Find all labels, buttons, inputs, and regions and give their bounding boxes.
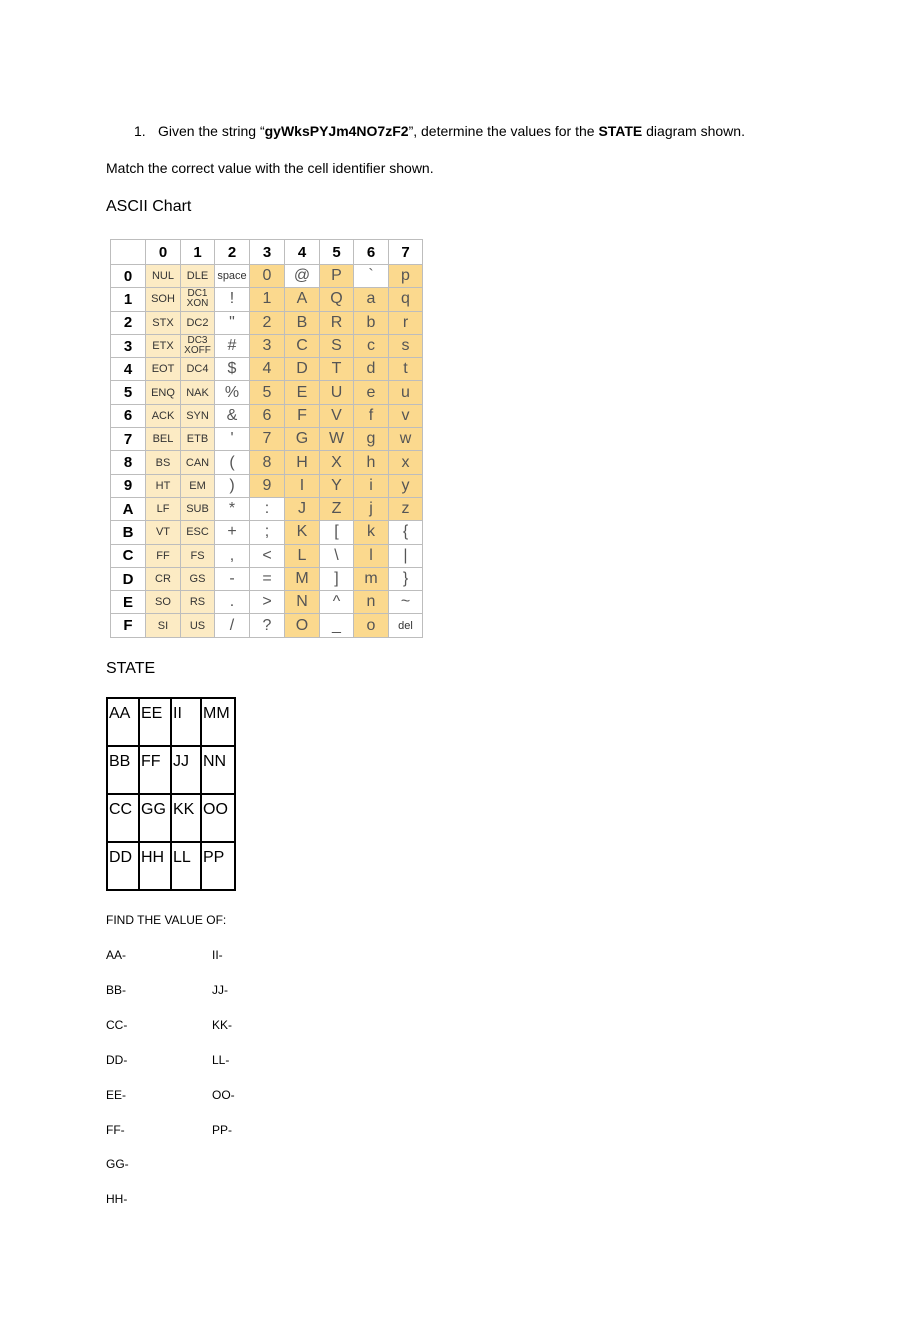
ascii-row: [111, 428, 423, 451]
question-text: [134, 123, 745, 139]
ascii-cell: DC4: [181, 358, 215, 381]
ascii-cell: US: [181, 614, 215, 637]
state-cell: NN: [201, 746, 235, 794]
answer-label: EE-: [106, 1087, 127, 1102]
ascii-cell: y: [389, 474, 423, 497]
ascii-cell: 7: [250, 428, 285, 451]
ascii-cell: ESC: [181, 521, 215, 544]
ascii-cell: *: [215, 497, 250, 520]
ascii-cell: SYN: [181, 404, 215, 427]
ascii-row: [111, 521, 423, 544]
ascii-cell: FF: [146, 544, 181, 567]
ascii-row: [111, 265, 423, 288]
ascii-row-header: B: [111, 521, 146, 544]
ascii-cell: @: [285, 265, 320, 288]
answer-label: JJ-: [212, 982, 228, 997]
ascii-cell: J: [285, 497, 320, 520]
ascii-cell: SI: [146, 614, 181, 637]
ascii-cell: ETB: [181, 428, 215, 451]
ascii-row: [111, 288, 423, 311]
ascii-cell: DC2: [181, 311, 215, 334]
state-cell: HH: [139, 842, 171, 890]
ascii-cell: Q: [320, 288, 354, 311]
ascii-row-header: 2: [111, 311, 146, 334]
ascii-row-header: 5: [111, 381, 146, 404]
ascii-row: [111, 567, 423, 590]
ascii-cell: SUB: [181, 497, 215, 520]
ascii-cell: T: [320, 358, 354, 381]
answer-label: DD-: [106, 1052, 128, 1067]
ascii-cell: q: [389, 288, 423, 311]
ascii-row-header: F: [111, 614, 146, 637]
ascii-col-header: 1: [181, 240, 215, 265]
ascii-row-header: D: [111, 567, 146, 590]
state-cell: II: [171, 698, 201, 746]
ascii-cell: `: [354, 265, 389, 288]
answer-label: GG-: [106, 1157, 129, 1172]
ascii-cell: u: [389, 381, 423, 404]
ascii-cell: e: [354, 381, 389, 404]
ascii-cell: ?: [250, 614, 285, 637]
ascii-cell: 6: [250, 404, 285, 427]
ascii-cell: W: [320, 428, 354, 451]
ascii-cell: {: [389, 521, 423, 544]
question-prefix: Given the string “: [158, 123, 265, 139]
question-string: gyWksPYJm4NO7zF2: [264, 123, 409, 139]
ascii-row: [111, 381, 423, 404]
ascii-cell: 9: [250, 474, 285, 497]
ascii-cell: 8: [250, 451, 285, 474]
ascii-cell: FS: [181, 544, 215, 567]
state-cell: DD: [107, 842, 139, 890]
state-cell: KK: [171, 794, 201, 842]
ascii-col-header: 5: [320, 240, 354, 265]
ascii-row: [111, 451, 423, 474]
state-cell: FF: [139, 746, 171, 794]
answer-label: BB-: [106, 982, 127, 997]
ascii-cell: ETX: [146, 334, 181, 357]
state-cell: EE: [139, 698, 171, 746]
ascii-row: [111, 358, 423, 381]
ascii-row: [111, 474, 423, 497]
ascii-cell: EM: [181, 474, 215, 497]
ascii-cell: g: [354, 428, 389, 451]
ascii-cell: $: [215, 358, 250, 381]
ascii-cell: G: [285, 428, 320, 451]
ascii-cell: CAN: [181, 451, 215, 474]
ascii-cell: i: [354, 474, 389, 497]
question-middle: ”, determine the values for the: [408, 123, 599, 139]
ascii-cell: w: [389, 428, 423, 451]
ascii-cell: R: [320, 311, 354, 334]
ascii-cell: k: [354, 521, 389, 544]
ascii-cell: STX: [146, 311, 181, 334]
ascii-cell: U: [320, 381, 354, 404]
ascii-cell: a: [354, 288, 389, 311]
ascii-cell: ACK: [146, 404, 181, 427]
ascii-cell: GS: [181, 567, 215, 590]
ascii-row-header: C: [111, 544, 146, 567]
ascii-cell: RS: [181, 591, 215, 614]
answer-label: KK-: [212, 1017, 233, 1032]
ascii-cell: ENQ: [146, 381, 181, 404]
ascii-cell: 0: [250, 265, 285, 288]
ascii-cell: #: [215, 334, 250, 357]
ascii-row-header: 3: [111, 334, 146, 357]
ascii-cell: %: [215, 381, 250, 404]
ascii-cell: NAK: [181, 381, 215, 404]
ascii-cell: BS: [146, 451, 181, 474]
ascii-cell: <: [250, 544, 285, 567]
ascii-cell: /: [215, 614, 250, 637]
ascii-cell: VT: [146, 521, 181, 544]
ascii-row-header: 0: [111, 265, 146, 288]
answer-label: CC-: [106, 1017, 128, 1032]
ascii-cell: _: [320, 614, 354, 637]
ascii-row: [111, 334, 423, 357]
ascii-cell: p: [389, 265, 423, 288]
ascii-cell: d: [354, 358, 389, 381]
state-cell: JJ: [171, 746, 201, 794]
ascii-row: [111, 311, 423, 334]
ascii-cell: n: [354, 591, 389, 614]
state-cell: GG: [139, 794, 171, 842]
ascii-cell: LF: [146, 497, 181, 520]
ascii-cell: [: [320, 521, 354, 544]
ascii-cell: NUL: [146, 265, 181, 288]
ascii-cell: b: [354, 311, 389, 334]
ascii-cell: m: [354, 567, 389, 590]
ascii-chart-heading: ASCII Chart: [106, 198, 192, 215]
ascii-cell: Y: [320, 474, 354, 497]
question-suffix: diagram shown.: [642, 123, 745, 139]
question-number: 1.: [134, 123, 146, 139]
answer-label: FF-: [106, 1122, 125, 1137]
state-cell: MM: [201, 698, 235, 746]
state-row: [107, 794, 235, 842]
ascii-cell: C: [285, 334, 320, 357]
ascii-cell: t: [389, 358, 423, 381]
ascii-cell: !: [215, 288, 250, 311]
state-row: [107, 842, 235, 890]
ascii-cell: +: [215, 521, 250, 544]
ascii-cell: SO: [146, 591, 181, 614]
ascii-cell: v: [389, 404, 423, 427]
find-value-label: FIND THE VALUE OF:: [106, 913, 227, 927]
ascii-cell: =: [250, 567, 285, 590]
ascii-cell: O: [285, 614, 320, 637]
ascii-row-header: 6: [111, 404, 146, 427]
ascii-cell: 1: [250, 288, 285, 311]
answer-label: OO-: [212, 1087, 235, 1102]
ascii-cell: ]: [320, 567, 354, 590]
ascii-cell: &: [215, 404, 250, 427]
state-cell: LL: [171, 842, 201, 890]
ascii-cell: del: [389, 614, 423, 637]
ascii-cell: D: [285, 358, 320, 381]
ascii-cell: r: [389, 311, 423, 334]
ascii-row-header: 1: [111, 288, 146, 311]
ascii-cell: N: [285, 591, 320, 614]
ascii-cell: |: [389, 544, 423, 567]
ascii-row: [111, 404, 423, 427]
ascii-cell: L: [285, 544, 320, 567]
ascii-row-header: A: [111, 497, 146, 520]
answer-label: AA-: [106, 948, 127, 962]
ascii-cell: z: [389, 497, 423, 520]
answer-label: PP-: [212, 1122, 233, 1137]
ascii-cell: \: [320, 544, 354, 567]
ascii-cell: 4: [250, 358, 285, 381]
state-cell: PP: [201, 842, 235, 890]
question-state-word: STATE: [598, 123, 643, 139]
ascii-row: [111, 544, 423, 567]
ascii-cell: 2: [250, 311, 285, 334]
ascii-cell: 3: [250, 334, 285, 357]
ascii-col-header: 0: [146, 240, 181, 265]
ascii-corner-cell: [111, 240, 146, 265]
ascii-cell: DLE: [181, 265, 215, 288]
ascii-cell: x: [389, 451, 423, 474]
ascii-chart-table: [110, 239, 423, 638]
state-cell: BB: [107, 746, 139, 794]
ascii-cell: A: [285, 288, 320, 311]
ascii-cell: H: [285, 451, 320, 474]
ascii-cell: M: [285, 567, 320, 590]
ascii-row: [111, 591, 423, 614]
ascii-row-header: 7: [111, 428, 146, 451]
ascii-cell: E: [285, 381, 320, 404]
ascii-cell: F: [285, 404, 320, 427]
ascii-col-header: 2: [215, 240, 250, 265]
ascii-cell: >: [250, 591, 285, 614]
ascii-col-header: 3: [250, 240, 285, 265]
ascii-cell: space: [215, 265, 250, 288]
ascii-cell: Z: [320, 497, 354, 520]
ascii-cell: o: [354, 614, 389, 637]
ascii-cell: HT: [146, 474, 181, 497]
ascii-cell: 5: [250, 381, 285, 404]
ascii-row: [111, 497, 423, 520]
ascii-row-header: 4: [111, 358, 146, 381]
ascii-cell: :: [250, 497, 285, 520]
ascii-col-header: 7: [389, 240, 423, 265]
ascii-cell: ": [215, 311, 250, 334]
ascii-col-header: 6: [354, 240, 389, 265]
ascii-cell: j: [354, 497, 389, 520]
ascii-cell: (: [215, 451, 250, 474]
ascii-row-header: 9: [111, 474, 146, 497]
state-cell: AA: [107, 698, 139, 746]
state-row: [107, 746, 235, 794]
ascii-cell: c: [354, 334, 389, 357]
ascii-cell: BEL: [146, 428, 181, 451]
ascii-cell: X: [320, 451, 354, 474]
ascii-cell: EOT: [146, 358, 181, 381]
state-cell: OO: [201, 794, 235, 842]
ascii-row: [111, 614, 423, 637]
state-row: [107, 698, 235, 746]
ascii-cell: I: [285, 474, 320, 497]
instruction-text: Match the correct value with the cell identifier shown.: [106, 160, 434, 176]
ascii-cell: h: [354, 451, 389, 474]
answer-label: HH-: [106, 1192, 128, 1207]
ascii-cell: }: [389, 567, 423, 590]
ascii-cell: ;: [250, 521, 285, 544]
ascii-cell: SOH: [146, 288, 181, 311]
ascii-cell: S: [320, 334, 354, 357]
ascii-cell: s: [389, 334, 423, 357]
ascii-cell: .: [215, 591, 250, 614]
ascii-cell: ~: [389, 591, 423, 614]
state-cell: CC: [107, 794, 139, 842]
ascii-cell: l: [354, 544, 389, 567]
state-table: [106, 697, 236, 891]
ascii-cell: DC1 XON: [181, 288, 215, 311]
ascii-cell: ,: [215, 544, 250, 567]
ascii-row-header: 8: [111, 451, 146, 474]
ascii-row-header: E: [111, 591, 146, 614]
ascii-cell: DC3 XOFF: [181, 334, 215, 357]
ascii-col-header: 4: [285, 240, 320, 265]
answer-label: II-: [212, 948, 223, 962]
state-heading: STATE: [106, 660, 156, 677]
answer-label: LL-: [212, 1052, 230, 1067]
ascii-cell: K: [285, 521, 320, 544]
ascii-cell: P: [320, 265, 354, 288]
ascii-cell: ^: [320, 591, 354, 614]
ascii-cell: B: [285, 311, 320, 334]
ascii-cell: f: [354, 404, 389, 427]
ascii-cell: ): [215, 474, 250, 497]
ascii-cell: -: [215, 567, 250, 590]
ascii-cell: CR: [146, 567, 181, 590]
ascii-cell: V: [320, 404, 354, 427]
ascii-cell: ': [215, 428, 250, 451]
